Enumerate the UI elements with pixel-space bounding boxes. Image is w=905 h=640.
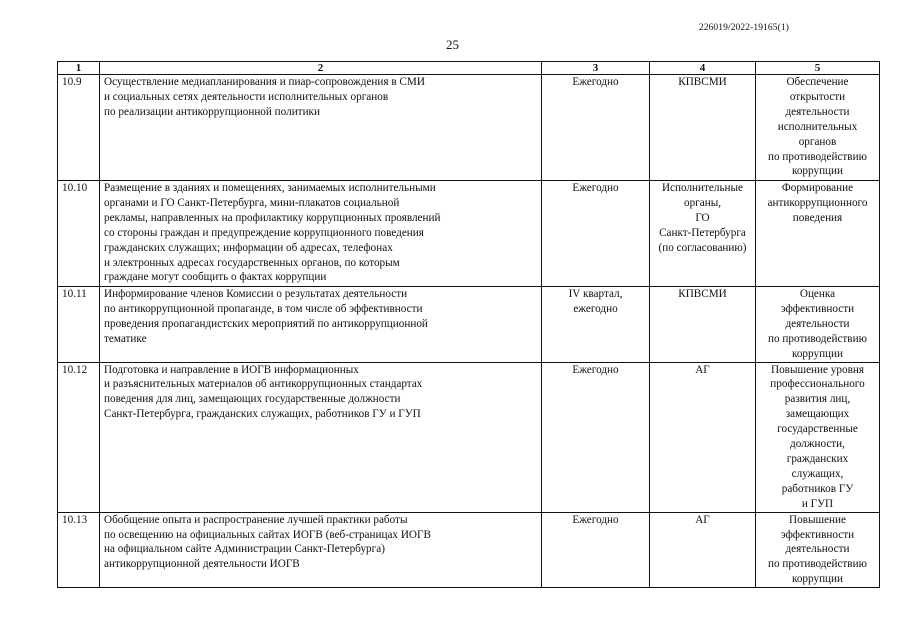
term-text: IV квартал, ежегодно bbox=[542, 287, 650, 363]
term-text: Ежегодно bbox=[542, 181, 650, 287]
measures-table bbox=[57, 61, 880, 588]
row-number: 10.9 bbox=[58, 75, 100, 181]
term-text: Ежегодно bbox=[542, 75, 650, 181]
measure-text: Подготовка и направление в ИОГВ информационных и разъяснительных материалов об антикоррупционных стандартах поведения для лиц, замещающих государственные должности Санкт-Петербурга, гражданских служащих, работников ГУ и ГУП bbox=[100, 362, 542, 512]
term-text: Ежегодно bbox=[542, 512, 650, 588]
result-text: Формирование антикоррупционного поведения bbox=[756, 181, 880, 287]
row-number: 10.12 bbox=[58, 362, 100, 512]
term-text: Ежегодно bbox=[542, 362, 650, 512]
column-header-3: 3 bbox=[542, 62, 650, 75]
table-row bbox=[58, 512, 880, 588]
row-number: 10.11 bbox=[58, 287, 100, 363]
measure-text: Осуществление медиапланирования и пиар-сопровождения в СМИ и социальных сетях деятельности исполнительных органов по реализации антикоррупционной политики bbox=[100, 75, 542, 181]
document-id: 226019/2022-19165(1) bbox=[698, 23, 789, 33]
measure-text: Обобщение опыта и распространение лучшей практики работы по освещению на официальных сайтах ИОГВ (веб-страницах ИОГВ на официальном сайте Администрации Санкт-Петербурга) антикоррупционной деятельности ИОГВ bbox=[100, 512, 542, 588]
result-text: Повышение эффективности деятельности по противодействию коррупции bbox=[756, 512, 880, 588]
page-number: 25 bbox=[446, 37, 459, 52]
executor-text: АГ bbox=[650, 362, 756, 512]
executor-text: Исполнительные органы, ГО Санкт-Петербурга (по согласованию) bbox=[650, 181, 756, 287]
table-row bbox=[58, 362, 880, 512]
row-number: 10.10 bbox=[58, 181, 100, 287]
result-text: Оценка эффективности деятельности по противодействию коррупции bbox=[756, 287, 880, 363]
table-header-row bbox=[58, 62, 880, 75]
column-header-1: 1 bbox=[58, 62, 100, 75]
table-row bbox=[58, 287, 880, 363]
row-number: 10.13 bbox=[58, 512, 100, 588]
result-text: Обеспечение открытости деятельности исполнительных органов по противодействию коррупции bbox=[756, 75, 880, 181]
column-header-2: 2 bbox=[100, 62, 542, 75]
measure-text: Информирование членов Комиссии о результатах деятельности по антикоррупционной пропаганде, в том числе об эффективности проведения пропагандистских мероприятий по антикоррупционной тематике bbox=[100, 287, 542, 363]
column-header-4: 4 bbox=[650, 62, 756, 75]
executor-text: КПВСМИ bbox=[650, 75, 756, 181]
table-row bbox=[58, 75, 880, 181]
measure-text: Размещение в зданиях и помещениях, занимаемых исполнительными органами и ГО Санкт-Петербурга, мини-плакатов социальной рекламы, направленных на профилактику коррупционных проявлений со стороны граждан и предупреждение коррупционного поведения гражданских служащих; информации об адресах, телефонах и электронных адресах государственных органов, по которым граждане могут сообщить о фактах коррупции bbox=[100, 181, 542, 287]
column-header-5: 5 bbox=[756, 62, 880, 75]
executor-text: КПВСМИ bbox=[650, 287, 756, 363]
result-text: Повышение уровня профессионального развития лиц, замещающих государственные должности, гражданских служащих, работников ГУ и ГУП bbox=[756, 362, 880, 512]
executor-text: АГ bbox=[650, 512, 756, 588]
table-row bbox=[58, 181, 880, 287]
